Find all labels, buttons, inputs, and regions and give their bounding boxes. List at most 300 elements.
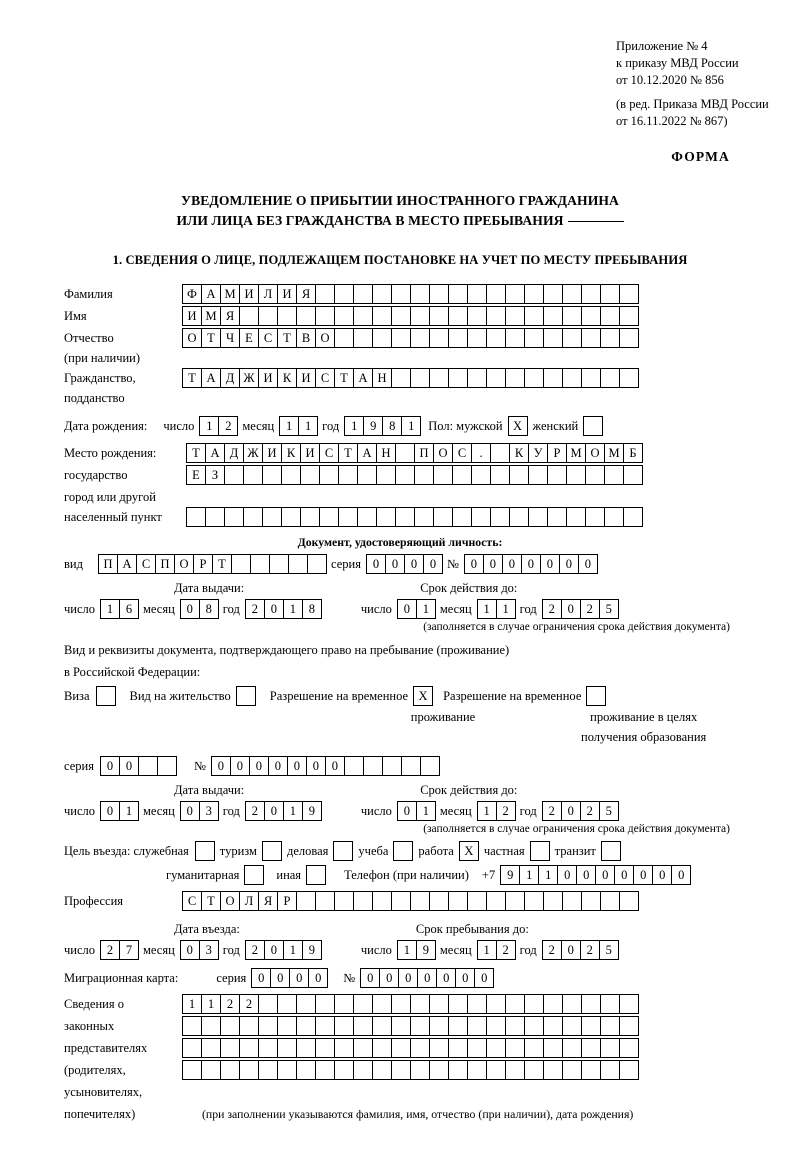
cell[interactable]: 1 — [519, 865, 539, 885]
cell[interactable] — [562, 994, 582, 1014]
cell[interactable]: 1 — [416, 801, 436, 821]
cell[interactable] — [528, 507, 548, 527]
cell[interactable]: Ж — [239, 368, 259, 388]
cell[interactable]: 2 — [496, 801, 516, 821]
cell[interactable] — [486, 1016, 506, 1036]
cell[interactable]: Д — [220, 368, 240, 388]
cell[interactable]: 0 — [559, 554, 579, 574]
cell[interactable] — [505, 1038, 525, 1058]
cell[interactable]: О — [315, 328, 335, 348]
cell[interactable] — [562, 306, 582, 326]
cell[interactable] — [524, 1038, 544, 1058]
cell[interactable] — [220, 1038, 240, 1058]
cell[interactable] — [357, 507, 377, 527]
cell[interactable]: Р — [277, 891, 297, 911]
cell[interactable]: 0 — [379, 968, 399, 988]
cell[interactable]: 2 — [245, 801, 265, 821]
cell[interactable] — [505, 368, 525, 388]
cell[interactable] — [429, 891, 449, 911]
cell[interactable] — [547, 507, 567, 527]
cell[interactable]: И — [239, 284, 259, 304]
cell[interactable] — [300, 465, 320, 485]
cell[interactable]: Е — [186, 465, 206, 485]
cell[interactable]: 0 — [397, 599, 417, 619]
cell[interactable]: 1 — [119, 801, 139, 821]
birth-day-input[interactable] — [199, 416, 237, 436]
cell[interactable]: Т — [186, 443, 206, 463]
cell[interactable] — [524, 284, 544, 304]
cell[interactable] — [277, 994, 297, 1014]
cell[interactable] — [353, 328, 373, 348]
cell[interactable] — [410, 328, 430, 348]
cell[interactable] — [372, 306, 392, 326]
cell[interactable]: 0 — [287, 756, 307, 776]
cell[interactable] — [585, 507, 605, 527]
cell[interactable]: 0 — [180, 940, 200, 960]
cell[interactable] — [543, 891, 563, 911]
cell[interactable] — [334, 306, 354, 326]
cell[interactable] — [334, 1038, 354, 1058]
cell[interactable] — [433, 507, 453, 527]
cell[interactable] — [448, 1038, 468, 1058]
cell[interactable] — [524, 328, 544, 348]
cell[interactable] — [288, 554, 308, 574]
cell[interactable] — [239, 1038, 259, 1058]
purpose-work-checkbox[interactable]: X — [459, 841, 479, 861]
cell[interactable] — [391, 368, 411, 388]
cell[interactable] — [307, 554, 327, 574]
cell[interactable]: А — [357, 443, 377, 463]
cell[interactable]: 5 — [599, 599, 619, 619]
cell[interactable] — [619, 306, 639, 326]
cell[interactable]: М — [566, 443, 586, 463]
cell[interactable]: С — [315, 368, 335, 388]
cell[interactable] — [391, 891, 411, 911]
cell[interactable] — [281, 465, 301, 485]
citizenship-input[interactable] — [182, 368, 638, 388]
cell[interactable] — [182, 1060, 202, 1080]
cell[interactable] — [619, 328, 639, 348]
cell[interactable]: О — [220, 891, 240, 911]
purpose-study-checkbox[interactable] — [393, 841, 413, 861]
cell[interactable] — [277, 306, 297, 326]
cell[interactable]: Н — [372, 368, 392, 388]
cell[interactable] — [258, 1038, 278, 1058]
cell[interactable] — [452, 465, 472, 485]
cell[interactable] — [334, 328, 354, 348]
cell[interactable] — [448, 1016, 468, 1036]
permit-number-input[interactable] — [211, 756, 439, 776]
cell[interactable]: 0 — [264, 801, 284, 821]
cell[interactable]: 1 — [199, 416, 219, 436]
cell[interactable] — [448, 284, 468, 304]
cell[interactable] — [376, 465, 396, 485]
profession-input[interactable] — [182, 891, 638, 911]
cell[interactable]: 0 — [595, 865, 615, 885]
cell[interactable]: 1 — [298, 416, 318, 436]
cell[interactable]: 8 — [199, 599, 219, 619]
cell[interactable] — [467, 306, 487, 326]
surname-input[interactable] — [182, 284, 638, 304]
cell[interactable] — [505, 328, 525, 348]
cell[interactable]: 1 — [397, 940, 417, 960]
cell[interactable] — [486, 306, 506, 326]
cell[interactable] — [509, 507, 529, 527]
cell[interactable] — [353, 284, 373, 304]
cell[interactable] — [296, 1060, 316, 1080]
cell[interactable] — [420, 756, 440, 776]
purpose-private-checkbox[interactable] — [530, 841, 550, 861]
cell[interactable] — [581, 328, 601, 348]
purpose-transit-checkbox[interactable] — [601, 841, 621, 861]
cell[interactable] — [315, 1038, 335, 1058]
stay-month-input[interactable] — [477, 940, 515, 960]
cell[interactable]: И — [182, 306, 202, 326]
cell[interactable]: Б — [623, 443, 643, 463]
cell[interactable]: П — [98, 554, 118, 574]
cell[interactable]: 1 — [477, 940, 497, 960]
visa-checkbox[interactable] — [96, 686, 116, 706]
purpose-other-checkbox[interactable] — [306, 865, 326, 885]
cell[interactable] — [182, 1038, 202, 1058]
cell[interactable] — [528, 465, 548, 485]
cell[interactable]: 2 — [245, 599, 265, 619]
cell[interactable] — [524, 1060, 544, 1080]
cell[interactable] — [372, 284, 392, 304]
cell[interactable] — [334, 1016, 354, 1036]
identity-valid-year-input[interactable] — [542, 599, 618, 619]
cell[interactable]: 0 — [249, 756, 269, 776]
cell[interactable] — [401, 756, 421, 776]
identity-issue-month-input[interactable] — [180, 599, 218, 619]
cell[interactable] — [543, 994, 563, 1014]
cell[interactable]: М — [604, 443, 624, 463]
cell[interactable] — [452, 507, 472, 527]
entry-year-input[interactable] — [245, 940, 321, 960]
cell[interactable]: 0 — [397, 801, 417, 821]
cell[interactable] — [562, 891, 582, 911]
cell[interactable] — [231, 554, 251, 574]
cell[interactable] — [562, 1038, 582, 1058]
cell[interactable] — [391, 306, 411, 326]
cell[interactable] — [258, 306, 278, 326]
stay-year-input[interactable] — [542, 940, 618, 960]
cell[interactable] — [619, 284, 639, 304]
cell[interactable] — [600, 1060, 620, 1080]
cell[interactable] — [448, 306, 468, 326]
cell[interactable] — [604, 507, 624, 527]
birth-year-input[interactable] — [344, 416, 420, 436]
cell[interactable]: А — [353, 368, 373, 388]
cell[interactable] — [157, 756, 177, 776]
cell[interactable]: О — [433, 443, 453, 463]
cell[interactable] — [382, 756, 402, 776]
cell[interactable]: 0 — [633, 865, 653, 885]
sex-male-checkbox[interactable]: X — [508, 416, 528, 436]
representatives-row-4[interactable] — [182, 1060, 638, 1080]
cell[interactable] — [486, 1038, 506, 1058]
identity-doc-type-input[interactable] — [98, 554, 326, 574]
cell[interactable]: 2 — [100, 940, 120, 960]
cell[interactable] — [467, 891, 487, 911]
cell[interactable] — [258, 994, 278, 1014]
cell[interactable] — [562, 1060, 582, 1080]
cell[interactable]: 2 — [220, 994, 240, 1014]
cell[interactable] — [319, 465, 339, 485]
cell[interactable] — [619, 891, 639, 911]
cell[interactable]: 0 — [230, 756, 250, 776]
cell[interactable]: 1 — [283, 599, 303, 619]
cell[interactable] — [391, 1060, 411, 1080]
cell[interactable]: 1 — [283, 801, 303, 821]
cell[interactable]: 0 — [119, 756, 139, 776]
cell[interactable]: Л — [239, 891, 259, 911]
cell[interactable] — [619, 1060, 639, 1080]
cell[interactable] — [486, 891, 506, 911]
representatives-row-2[interactable] — [182, 1016, 638, 1036]
cell[interactable] — [600, 368, 620, 388]
cell[interactable] — [543, 1016, 563, 1036]
cell[interactable] — [448, 1060, 468, 1080]
purpose-tourism-checkbox[interactable] — [262, 841, 282, 861]
cell[interactable] — [490, 443, 510, 463]
cell[interactable]: Т — [277, 328, 297, 348]
cell[interactable] — [543, 1038, 563, 1058]
cell[interactable] — [581, 306, 601, 326]
cell[interactable] — [410, 1060, 430, 1080]
cell[interactable] — [338, 465, 358, 485]
cell[interactable]: 2 — [542, 599, 562, 619]
cell[interactable] — [353, 1038, 373, 1058]
cell[interactable] — [414, 507, 434, 527]
cell[interactable] — [524, 891, 544, 911]
cell[interactable] — [486, 368, 506, 388]
cell[interactable]: В — [296, 328, 316, 348]
cell[interactable]: Т — [334, 368, 354, 388]
permit-valid-month-input[interactable] — [477, 801, 515, 821]
cell[interactable]: Р — [193, 554, 213, 574]
cell[interactable]: 1 — [100, 599, 120, 619]
cell[interactable]: 2 — [218, 416, 238, 436]
cell[interactable]: Л — [258, 284, 278, 304]
cell[interactable]: П — [414, 443, 434, 463]
cell[interactable] — [239, 1016, 259, 1036]
cell[interactable]: 2 — [496, 940, 516, 960]
cell[interactable] — [490, 507, 510, 527]
cell[interactable] — [619, 368, 639, 388]
cell[interactable]: Е — [239, 328, 259, 348]
cell[interactable]: 0 — [180, 801, 200, 821]
cell[interactable] — [182, 1016, 202, 1036]
cell[interactable]: Т — [338, 443, 358, 463]
cell[interactable] — [429, 1038, 449, 1058]
identity-doc-number-input[interactable] — [464, 554, 597, 574]
cell[interactable] — [505, 1060, 525, 1080]
cell[interactable] — [467, 994, 487, 1014]
cell[interactable] — [566, 507, 586, 527]
cell[interactable] — [300, 507, 320, 527]
cell[interactable] — [353, 994, 373, 1014]
cell[interactable] — [315, 1060, 335, 1080]
cell[interactable]: 0 — [502, 554, 522, 574]
cell[interactable] — [600, 1038, 620, 1058]
cell[interactable]: К — [281, 443, 301, 463]
cell[interactable] — [547, 465, 567, 485]
cell[interactable]: 2 — [580, 599, 600, 619]
cell[interactable] — [471, 465, 491, 485]
cell[interactable]: 1 — [201, 994, 221, 1014]
cell[interactable]: Я — [296, 284, 316, 304]
cell[interactable]: П — [155, 554, 175, 574]
cell[interactable] — [566, 465, 586, 485]
cell[interactable] — [600, 284, 620, 304]
purpose-service-checkbox[interactable] — [195, 841, 215, 861]
cell[interactable] — [395, 465, 415, 485]
cell[interactable] — [600, 328, 620, 348]
cell[interactable]: 2 — [580, 940, 600, 960]
cell[interactable]: 0 — [417, 968, 437, 988]
cell[interactable]: 3 — [199, 940, 219, 960]
cell[interactable]: 2 — [239, 994, 259, 1014]
cell[interactable] — [429, 328, 449, 348]
cell[interactable] — [243, 465, 263, 485]
cell[interactable]: 0 — [474, 968, 494, 988]
cell[interactable]: Я — [258, 891, 278, 911]
cell[interactable] — [467, 368, 487, 388]
cell[interactable]: 1 — [344, 416, 364, 436]
cell[interactable] — [334, 1060, 354, 1080]
cell[interactable] — [201, 1060, 221, 1080]
cell[interactable] — [372, 1060, 392, 1080]
cell[interactable]: 0 — [289, 968, 309, 988]
cell[interactable]: М — [220, 284, 240, 304]
cell[interactable] — [467, 1016, 487, 1036]
name-input[interactable] — [182, 306, 638, 326]
cell[interactable] — [395, 507, 415, 527]
cell[interactable] — [186, 507, 206, 527]
cell[interactable] — [543, 284, 563, 304]
cell[interactable] — [562, 1016, 582, 1036]
cell[interactable] — [429, 368, 449, 388]
cell[interactable] — [315, 284, 335, 304]
cell[interactable]: 1 — [279, 416, 299, 436]
cell[interactable]: 5 — [599, 940, 619, 960]
cell[interactable] — [524, 1016, 544, 1036]
cell[interactable] — [224, 465, 244, 485]
cell[interactable] — [338, 507, 358, 527]
cell[interactable] — [581, 284, 601, 304]
cell[interactable]: А — [201, 284, 221, 304]
cell[interactable]: А — [117, 554, 137, 574]
cell[interactable]: 0 — [652, 865, 672, 885]
cell[interactable] — [490, 465, 510, 485]
cell[interactable]: 9 — [500, 865, 520, 885]
cell[interactable]: З — [205, 465, 225, 485]
cell[interactable] — [372, 1038, 392, 1058]
cell[interactable] — [239, 1060, 259, 1080]
cell[interactable] — [600, 1016, 620, 1036]
cell[interactable] — [581, 1060, 601, 1080]
cell[interactable] — [243, 507, 263, 527]
permit-series-input[interactable] — [100, 756, 176, 776]
cell[interactable] — [334, 284, 354, 304]
birthplace-row-3[interactable] — [186, 507, 642, 527]
stay-day-input[interactable] — [397, 940, 435, 960]
cell[interactable] — [543, 328, 563, 348]
cell[interactable]: С — [136, 554, 156, 574]
permit-issue-month-input[interactable] — [180, 801, 218, 821]
cell[interactable]: 1 — [416, 599, 436, 619]
representatives-row-1[interactable] — [182, 994, 638, 1014]
cell[interactable]: 0 — [576, 865, 596, 885]
cell[interactable] — [619, 1016, 639, 1036]
cell[interactable]: 9 — [363, 416, 383, 436]
cell[interactable]: Ч — [220, 328, 240, 348]
cell[interactable]: 9 — [302, 940, 322, 960]
cell[interactable] — [296, 306, 316, 326]
cell[interactable] — [410, 891, 430, 911]
cell[interactable] — [505, 284, 525, 304]
cell[interactable] — [334, 994, 354, 1014]
birthplace-row-2[interactable] — [186, 465, 642, 485]
cell[interactable]: 2 — [580, 801, 600, 821]
cell[interactable] — [410, 306, 430, 326]
cell[interactable]: О — [182, 328, 202, 348]
cell[interactable] — [562, 368, 582, 388]
cell[interactable]: 1 — [182, 994, 202, 1014]
cell[interactable]: У — [528, 443, 548, 463]
identity-doc-series-input[interactable] — [366, 554, 442, 574]
cell[interactable]: М — [201, 306, 221, 326]
cell[interactable] — [429, 994, 449, 1014]
cell[interactable] — [429, 1016, 449, 1036]
cell[interactable] — [315, 891, 335, 911]
cell[interactable] — [391, 328, 411, 348]
cell[interactable] — [372, 891, 392, 911]
cell[interactable] — [619, 994, 639, 1014]
cell[interactable] — [262, 507, 282, 527]
cell[interactable] — [353, 1060, 373, 1080]
cell[interactable]: 0 — [521, 554, 541, 574]
cell[interactable] — [269, 554, 289, 574]
cell[interactable] — [262, 465, 282, 485]
cell[interactable] — [581, 1016, 601, 1036]
cell[interactable]: 0 — [614, 865, 634, 885]
cell[interactable]: 0 — [671, 865, 691, 885]
edu-residence-checkbox[interactable] — [586, 686, 606, 706]
phone-input[interactable] — [500, 865, 690, 885]
cell[interactable] — [619, 1038, 639, 1058]
birthplace-row-1[interactable] — [186, 443, 642, 463]
cell[interactable] — [581, 368, 601, 388]
cell[interactable]: 0 — [325, 756, 345, 776]
cell[interactable] — [524, 306, 544, 326]
cell[interactable]: 0 — [404, 554, 424, 574]
cell[interactable]: 0 — [483, 554, 503, 574]
cell[interactable]: К — [277, 368, 297, 388]
cell[interactable]: 1 — [401, 416, 421, 436]
cell[interactable] — [376, 507, 396, 527]
cell[interactable] — [467, 1060, 487, 1080]
identity-issue-year-input[interactable] — [245, 599, 321, 619]
representatives-row-3[interactable] — [182, 1038, 638, 1058]
cell[interactable] — [277, 1060, 297, 1080]
cell[interactable] — [391, 1016, 411, 1036]
cell[interactable]: 0 — [436, 968, 456, 988]
cell[interactable]: 0 — [270, 968, 290, 988]
cell[interactable] — [296, 994, 316, 1014]
cell[interactable]: 5 — [599, 801, 619, 821]
